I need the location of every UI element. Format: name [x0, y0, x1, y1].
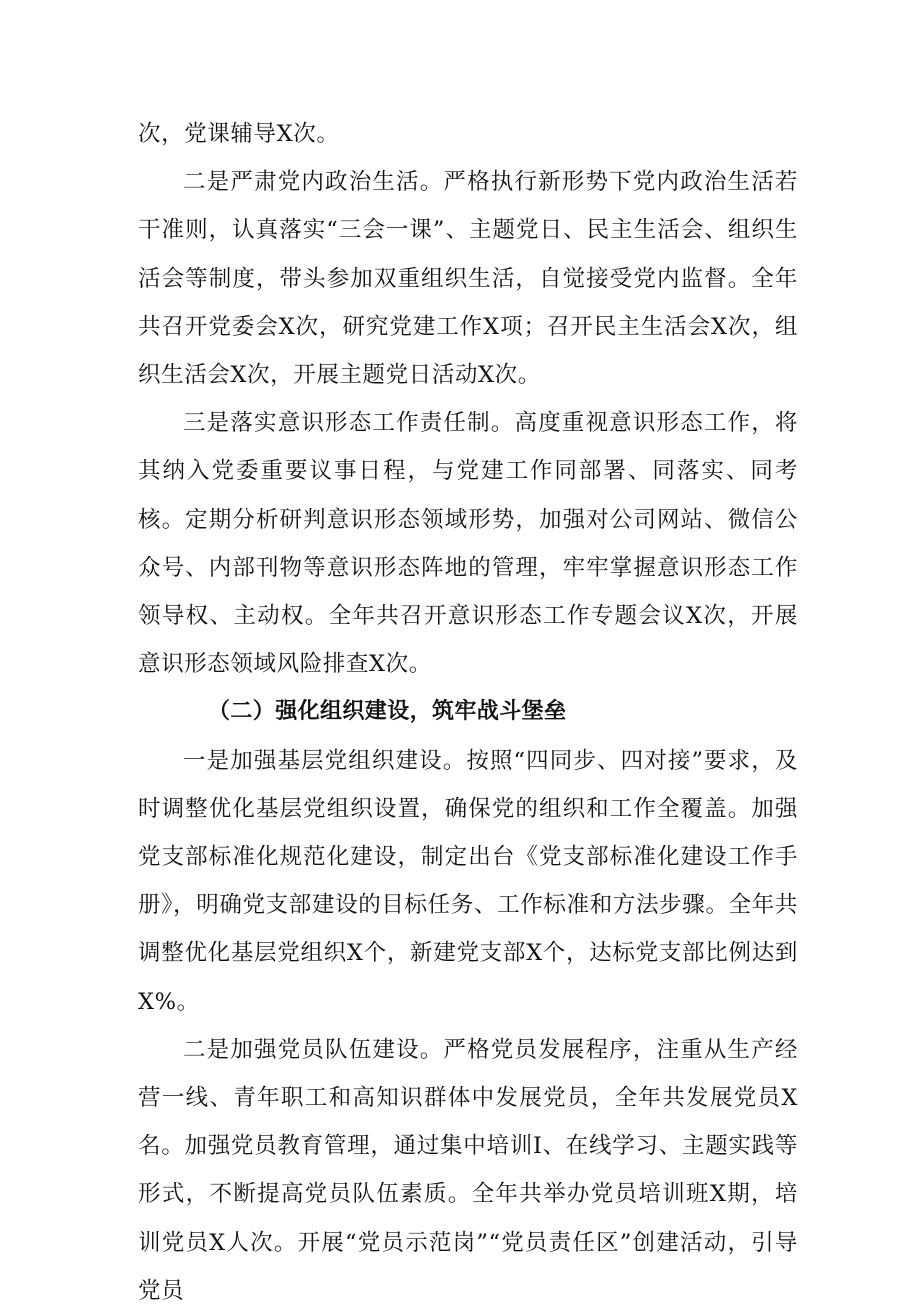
document-body: [138, 110, 798, 1315]
section-heading: （二）强化组织建设，筑牢战斗堡垒: [208, 699, 567, 725]
paragraph-ideology-responsibility: 三是落实意识形态工作责任制。高度重视意识形态工作，将其纳入党委重要议事日程，与党建工作同部署、同落实、同考核。定期分析研判意识形态领域形势，加强对公司网站、微信公众号、内部刊物等意识形态阵地的管理，牢牢掌握意识形态工作领导权、主动权。全年共召开意识形态工作专题会议X次，开展意识形态领域风险排查X次。: [138, 410, 798, 678]
paragraph-party-member-team: 二是加强党员队伍建设。严格党员发展程序，注重从生产经营一线、青年职工和高知识群体中发展党员，全年共发展党员X名。加强党员教育管理，通过集中培训I、在线学习、主题实践等形式，不断提高党员队伍素质。全年共举办党员培训班X期，培训党员X人次。开展“党员示范岗”“党员责任区”创建活动，引导党员: [138, 1036, 798, 1304]
paragraph-continuation: 次，党课辅导X次。: [138, 121, 340, 147]
paragraph-party-political-life: 二是严肃党内政治生活。严格执行新形势下党内政治生活若干准则，认真落实“三会一课”、主题党日、民主生活会、组织生活会等制度，带头参加双重组织生活，自觉接受党内监督。全年共召开党委会X次，研究党建工作X项；召开民主生活会X次，组织生活会X次，开展主题党日活动X次。: [138, 169, 798, 389]
paragraph-grassroots-organization: 一是加强基层党组织建设。按照“四同步、四对接”要求，及时调整优化基层党组织设置，确保党的组织和工作全覆盖。加强党支部标准化规范化建设，制定出台《党支部标准化建设工作手册》，明确党支部建设的目标任务、工作标准和方法步骤。全年共调整优化基层党组织X个，新建党支部X个，达标党支部比例达到X%。: [138, 747, 798, 1015]
